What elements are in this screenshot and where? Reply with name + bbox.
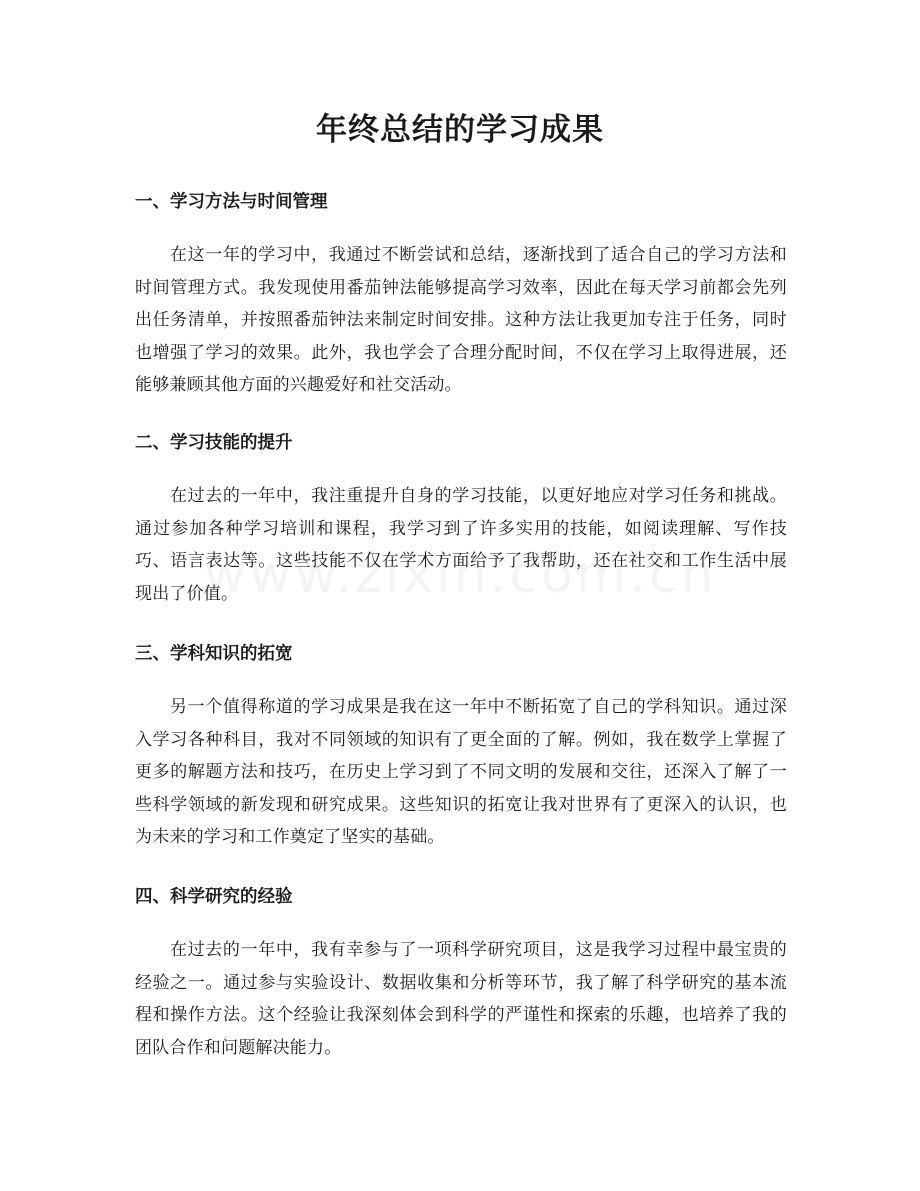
section-knowledge-expansion — [135, 642, 787, 854]
section-heading: 一、学习方法与时间管理 — [135, 192, 328, 212]
section-skill-improvement — [135, 431, 787, 610]
section-research-experience — [135, 885, 787, 1064]
section-study-methods — [135, 190, 787, 402]
section-paragraph: 另一个值得称道的学习成果是我在这一年中不断拓宽了自己的学科知识。通过深入学习各种科目，我对不同领域的知识有了更全面的了解。例如，我在数学上掌握了更多的解题方法和技巧，在历史上学习到了不同文明的发展和交往，还深入了解了一些科学领域的新发现和研究成果。这些知识的拓宽让我对世界有了更深入的认识，也为未来的学习和工作奠定了坚实的基础。 — [135, 697, 787, 847]
section-paragraph: 在这一年的学习中，我通过不断尝试和总结，逐渐找到了适合自己的学习方法和时间管理方式。我发现使用番茄钟法能够提高学习效率，因此在每天学习前都会先列出任务清单，并按照番茄钟法来制定时间安排。这种方法让我更加专注于任务，同时也增强了学习的效果。此外，我也学会了合理分配时间，不仅在学习上取得进展，还能够兼顾其他方面的兴趣爱好和社交活动。 — [135, 245, 787, 395]
section-heading: 四、科学研究的经验 — [135, 887, 293, 907]
document-title: 年终总结的学习成果 — [316, 112, 604, 148]
section-paragraph: 在过去的一年中，我注重提升自身的学习技能，以更好地应对学习任务和挑战。通过参加各种学习培训和课程，我学习到了许多实用的技能，如阅读理解、写作技巧、语言表达等。这些技能不仅在学术方面给予了我帮助，还在社交和工作生活中展现出了价值。 — [135, 486, 787, 604]
section-paragraph: 在过去的一年中，我有幸参与了一项科学研究项目，这是我学习过程中最宝贵的经验之一。通过参与实验设计、数据收集和分析等环节，我了解了科学研究的基本流程和操作方法。这个经验让我深刻体会到科学的严谨性和探索的乐趣，也培养了我的团队合作和问题解决能力。 — [135, 940, 787, 1058]
section-heading: 三、学科知识的拓宽 — [135, 644, 293, 664]
section-heading: 二、学习技能的提升 — [135, 433, 293, 453]
